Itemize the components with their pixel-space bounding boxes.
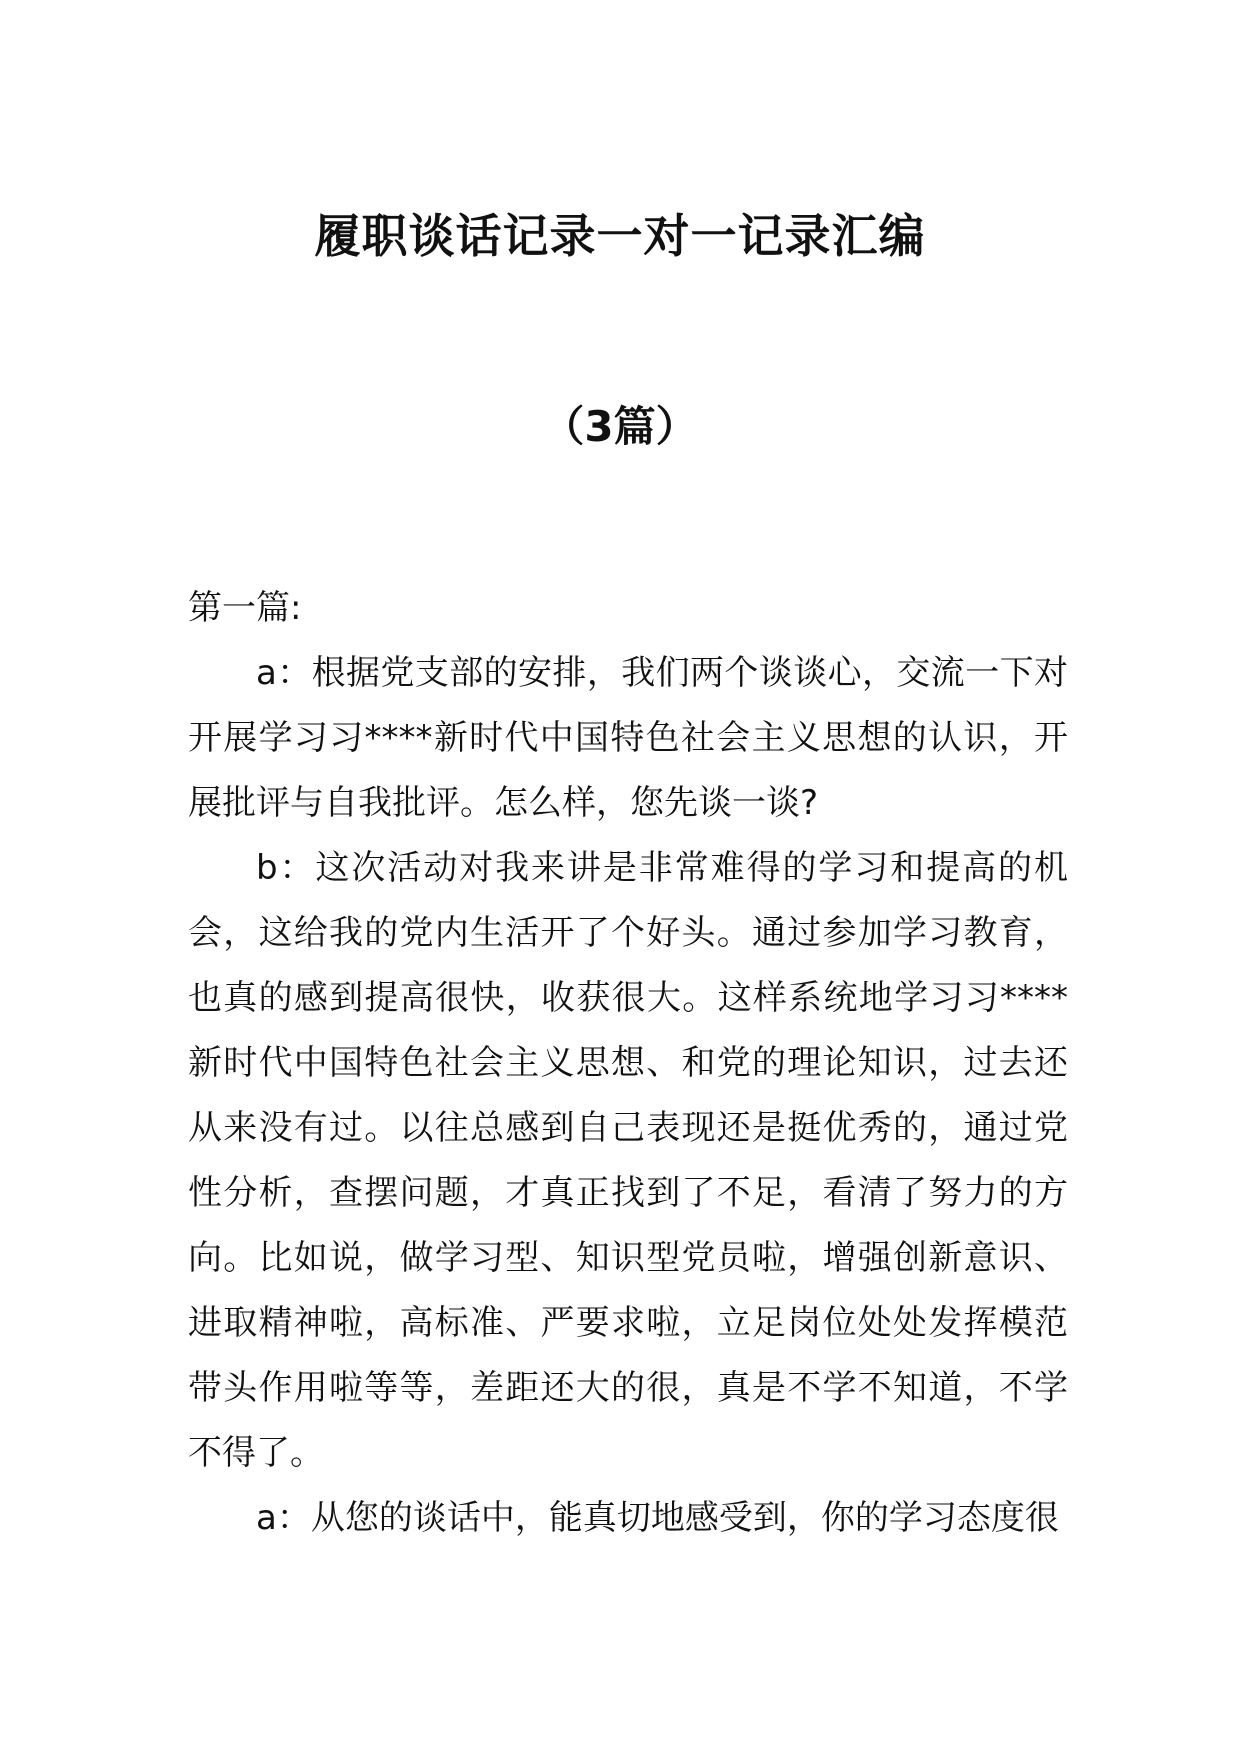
- paragraph-a-2: a：从您的谈话中，能真切地感受到，你的学习态度很: [256, 1498, 1059, 1538]
- document-body: [188, 576, 1068, 1551]
- document-subtitle: （3篇）: [542, 402, 698, 451]
- document-title: 履职谈话记录一对一记录汇编: [314, 209, 926, 263]
- paragraph-a-1: a：根据党支部的安排，我们两个谈谈心，交流一下对开展学习习****新时代中国特色社会主义思想的认识，开展批评与自我批评。怎么样，您先谈一谈?: [188, 653, 1068, 823]
- section-label: 第一篇:: [188, 588, 302, 628]
- paragraph-b-1: b：这次活动对我来讲是非常难得的学习和提高的机会，这给我的党内生活开了个好头。通过参加学习教育，也真的感到提高很快，收获很大。这样系统地学习习****新时代中国特色社会主义思想、和党的理论知识，过去还从来没有过。以往总感到自己表现还是挺优秀的，通过党性分析，查摆问题，才真正找到了不足，看清了努力的方向。比如说，做学习型、知识型党员啦，增强创新意识、进取精神啦，高标准、严要求啦，立足岗位处处发挥模范带头作用啦等等，差距还大的很，真是不学不知道，不学不得了。: [188, 848, 1068, 1473]
